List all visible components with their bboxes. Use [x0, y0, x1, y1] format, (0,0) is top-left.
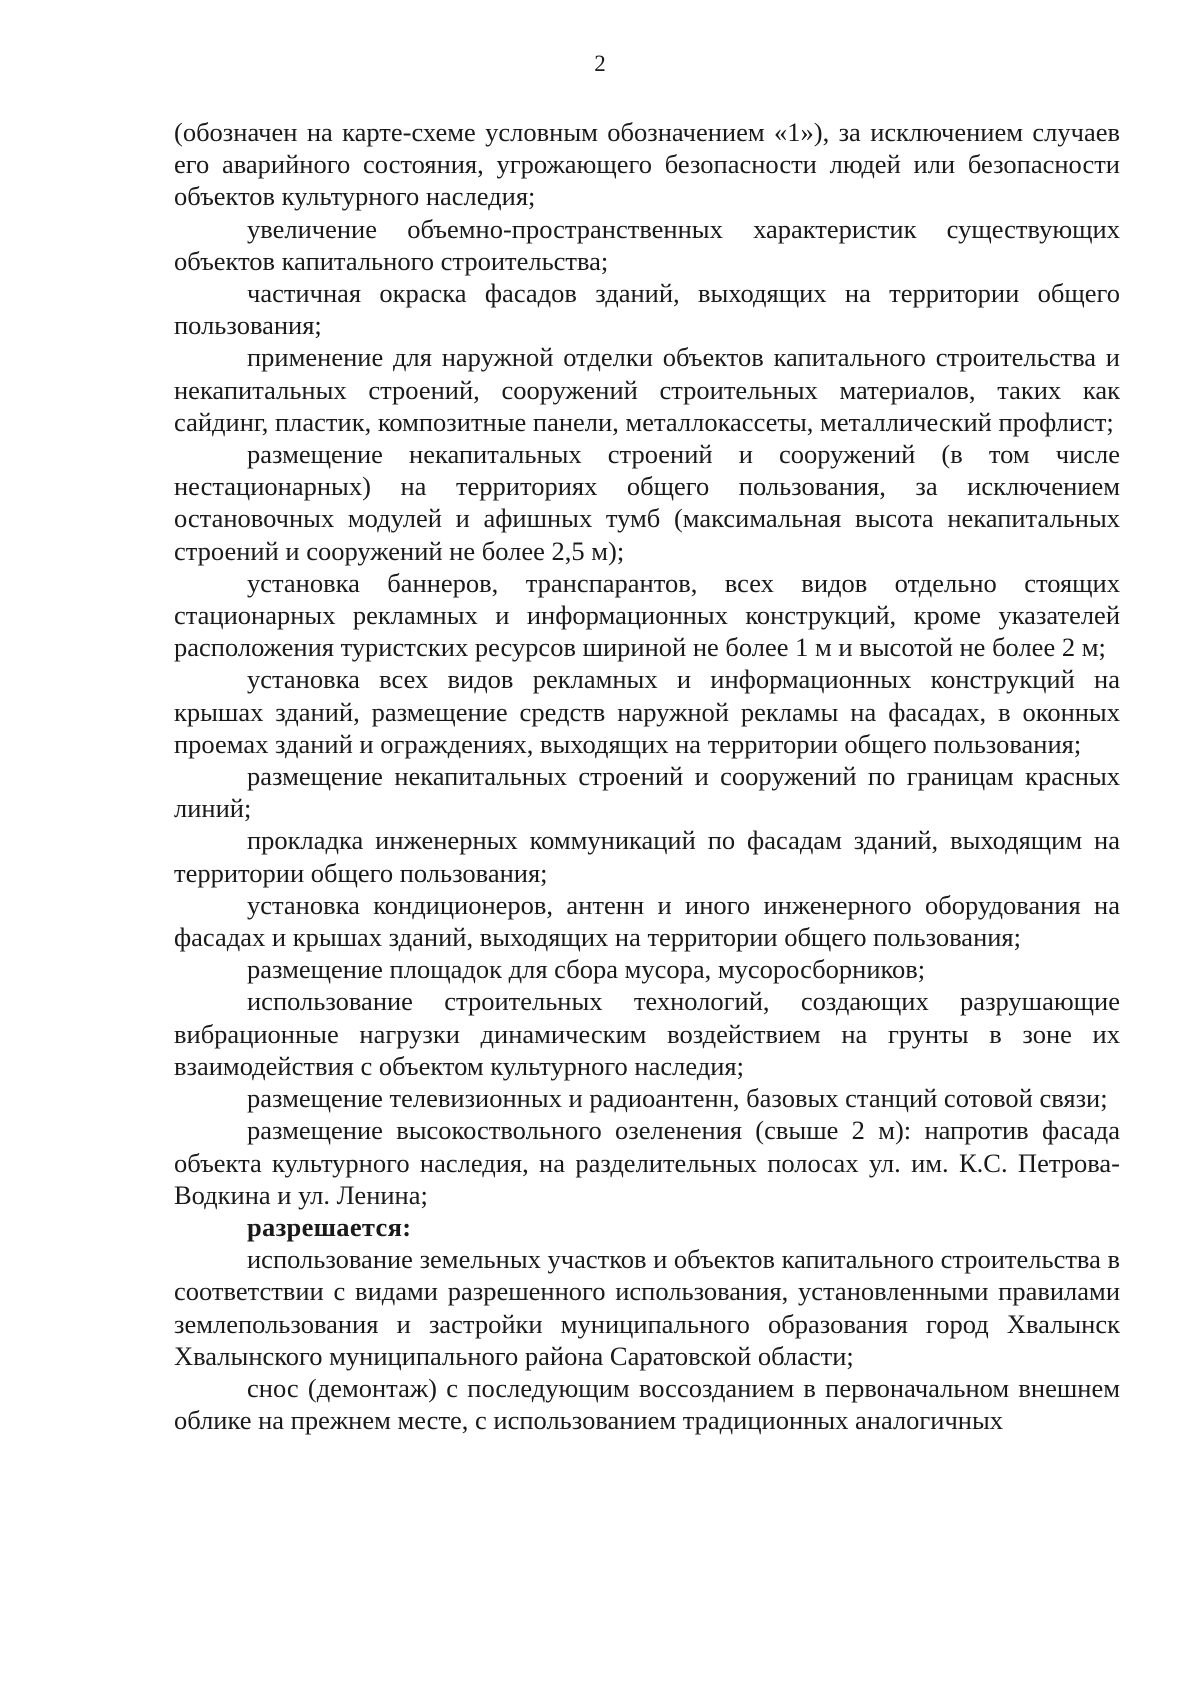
section-heading-allowed: разрешается: — [247, 1211, 412, 1242]
paragraph-utilities: прокладка инженерных коммуникаций по фасадам зданий, выходящим на территории общего пользования; — [174, 825, 1120, 888]
page-number: 2 — [594, 51, 606, 76]
paragraph-red-lines: размещение некапитальных строений и сооружений по границам красных линий; — [174, 761, 1120, 824]
paragraph-demolition-reconstruction: снос (демонтаж) с последующим воссозданием в первоначальном внешнем облике на прежнем месте, с использованием традиционных аналогичных — [174, 1372, 1120, 1436]
document-body — [174, 116, 1120, 1436]
paragraph-facade-painting: частичная окраска фасадов зданий, выходящих на территории общего пользования; — [174, 278, 1120, 341]
paragraph-exterior-materials: применение для наружной отделки объектов капитального строительства и некапитальных строений, сооружений строительных материалов, таких как сайдинг, пластик, композитные панели, металлокассеты, металлический профлист; — [174, 342, 1120, 437]
paragraph-banners: установка баннеров, транспарантов, всех видов отдельно стоящих стационарных рекламных и информационных конструкций, кроме указателей расположения туристских ресурсов шириной не более 1 м и высотой не более 2 м; — [174, 567, 1120, 663]
paragraph-temporary-structures: размещение некапитальных строений и сооружений (в том числе нестационарных) на территориях общего пользования, за исключением остановочных модулей и афишных тумб (максимальная высота некапитальных строений и сооружений не более 2,5 м); — [174, 439, 1120, 566]
paragraph-vibration: использование строительных технологий, создающих разрушающие вибрационные нагрузки динамическим воздействием на грунты в зоне их взаимодействия с объектом культурного наследия; — [174, 986, 1120, 1081]
paragraph-volume-increase: увеличение объемно-пространственных характеристик существующих объектов капитального строительства; — [174, 213, 1120, 276]
paragraph-tall-greenery: размещение высокоствольного озеленения (свыше 2 м): напротив фасада объекта культурного наследия, на разделительных полосах ул. им. К.С. Петрова-Водкина и ул. Ленина; — [174, 1115, 1120, 1210]
paragraph-antennas: размещение телевизионных и радиоантенн, базовых станций сотовой связи; — [247, 1083, 1108, 1114]
paragraph-land-use: использование земельных участков и объектов капитального строительства в соответствии с видами разрешенного использования, установленными правилами землепользования и застройки муниципального образования город Хвалынск Хвалынского муниципального района Саратовской области; — [174, 1244, 1120, 1371]
paragraph-air-conditioners: установка кондиционеров, антенн и иного инженерного оборудования на фасадах и крышах зданий, выходящих на территории общего пользования; — [174, 889, 1120, 953]
paragraph-roof-advertising: установка всех видов рекламных и информационных конструкций на крышах зданий, размещение средств наружной рекламы на фасадах, в оконных проемах зданий и ограждениях, выходящих на территории общего пользования; — [174, 664, 1120, 759]
paragraph-garbage: размещение площадок для сбора мусора, мусоросборников; — [247, 954, 926, 985]
paragraph-continuation: (обозначен на карте-схеме условным обозначением «1»), за исключением случаев его аварийного состояния, угрожающего безопасности людей или безопасности объектов культурного наследия; — [174, 117, 1120, 212]
